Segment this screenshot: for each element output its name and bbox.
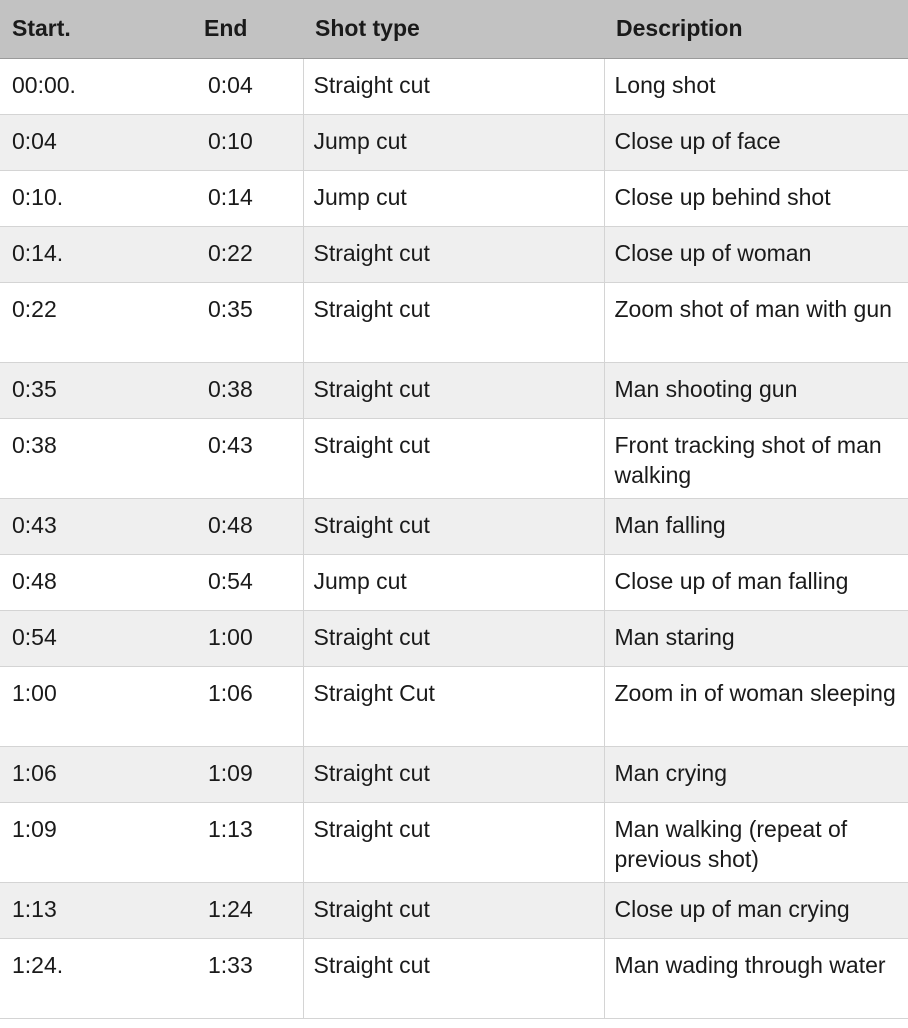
table-row xyxy=(0,802,908,882)
cell-shot-type: Straight cut xyxy=(303,418,604,498)
cell-start: 0:43 xyxy=(0,498,200,554)
cell-description: Man staring xyxy=(604,610,908,666)
cell-start: 0:04 xyxy=(0,114,200,170)
cell-shot-type: Jump cut xyxy=(303,114,604,170)
table-row xyxy=(0,938,908,1018)
table-row xyxy=(0,498,908,554)
cell-description: Close up of man falling xyxy=(604,554,908,610)
cell-description: Close up behind shot xyxy=(604,170,908,226)
table-row xyxy=(0,554,908,610)
table-row xyxy=(0,282,908,362)
cell-description: Man wading through water xyxy=(604,938,908,1018)
table-header xyxy=(0,0,908,58)
cell-start: 0:48 xyxy=(0,554,200,610)
table-body xyxy=(0,58,908,1018)
cell-shot-type: Straight cut xyxy=(303,282,604,362)
cell-shot-type: Straight cut xyxy=(303,882,604,938)
cell-shot-type: Straight cut xyxy=(303,226,604,282)
cell-start: 1:09 xyxy=(0,802,200,882)
cell-shot-type: Straight Cut xyxy=(303,666,604,746)
cell-end: 1:00 xyxy=(200,610,303,666)
cell-start: 0:38 xyxy=(0,418,200,498)
cell-start: 1:00 xyxy=(0,666,200,746)
cell-end: 0:10 xyxy=(200,114,303,170)
table-row xyxy=(0,610,908,666)
cell-end: 0:43 xyxy=(200,418,303,498)
cell-end: 0:54 xyxy=(200,554,303,610)
cell-end: 0:04 xyxy=(200,58,303,114)
cell-end: 1:06 xyxy=(200,666,303,746)
cell-shot-type: Straight cut xyxy=(303,362,604,418)
cell-shot-type: Jump cut xyxy=(303,554,604,610)
cell-end: 1:33 xyxy=(200,938,303,1018)
cell-start: 0:14. xyxy=(0,226,200,282)
cell-description: Long shot xyxy=(604,58,908,114)
cell-end: 1:13 xyxy=(200,802,303,882)
cell-start: 0:10. xyxy=(0,170,200,226)
cell-end: 1:24 xyxy=(200,882,303,938)
cell-start: 1:24. xyxy=(0,938,200,1018)
table-row xyxy=(0,666,908,746)
cell-shot-type: Jump cut xyxy=(303,170,604,226)
cell-shot-type: Straight cut xyxy=(303,746,604,802)
cell-shot-type: Straight cut xyxy=(303,498,604,554)
cell-end: 0:14 xyxy=(200,170,303,226)
table-row xyxy=(0,114,908,170)
cell-start: 0:22 xyxy=(0,282,200,362)
cell-description: Zoom in of woman sleeping xyxy=(604,666,908,746)
header-end: End xyxy=(200,0,303,58)
header-start: Start. xyxy=(0,0,200,58)
cell-start: 0:35 xyxy=(0,362,200,418)
cell-description: Front tracking shot of man walking xyxy=(604,418,908,498)
cell-description: Man shooting gun xyxy=(604,362,908,418)
table-row xyxy=(0,170,908,226)
cell-description: Man walking (repeat of previous shot) xyxy=(604,802,908,882)
cell-shot-type: Straight cut xyxy=(303,610,604,666)
table-row xyxy=(0,746,908,802)
table-row xyxy=(0,418,908,498)
cell-start: 00:00. xyxy=(0,58,200,114)
cell-description: Close up of man crying xyxy=(604,882,908,938)
header-row xyxy=(0,0,908,58)
header-description: Description xyxy=(604,0,908,58)
table-row xyxy=(0,882,908,938)
cell-description: Close up of face xyxy=(604,114,908,170)
cell-start: 1:06 xyxy=(0,746,200,802)
cell-start: 0:54 xyxy=(0,610,200,666)
cell-shot-type: Straight cut xyxy=(303,58,604,114)
cell-end: 1:09 xyxy=(200,746,303,802)
header-shot-type: Shot type xyxy=(303,0,604,58)
cell-description: Close up of woman xyxy=(604,226,908,282)
table-row xyxy=(0,226,908,282)
cell-description: Man falling xyxy=(604,498,908,554)
cell-end: 0:48 xyxy=(200,498,303,554)
cell-description: Man crying xyxy=(604,746,908,802)
table-row xyxy=(0,362,908,418)
cell-shot-type: Straight cut xyxy=(303,938,604,1018)
cell-start: 1:13 xyxy=(0,882,200,938)
cell-end: 0:22 xyxy=(200,226,303,282)
cell-description: Zoom shot of man with gun xyxy=(604,282,908,362)
table-row xyxy=(0,58,908,114)
cell-end: 0:35 xyxy=(200,282,303,362)
cell-end: 0:38 xyxy=(200,362,303,418)
cell-shot-type: Straight cut xyxy=(303,802,604,882)
